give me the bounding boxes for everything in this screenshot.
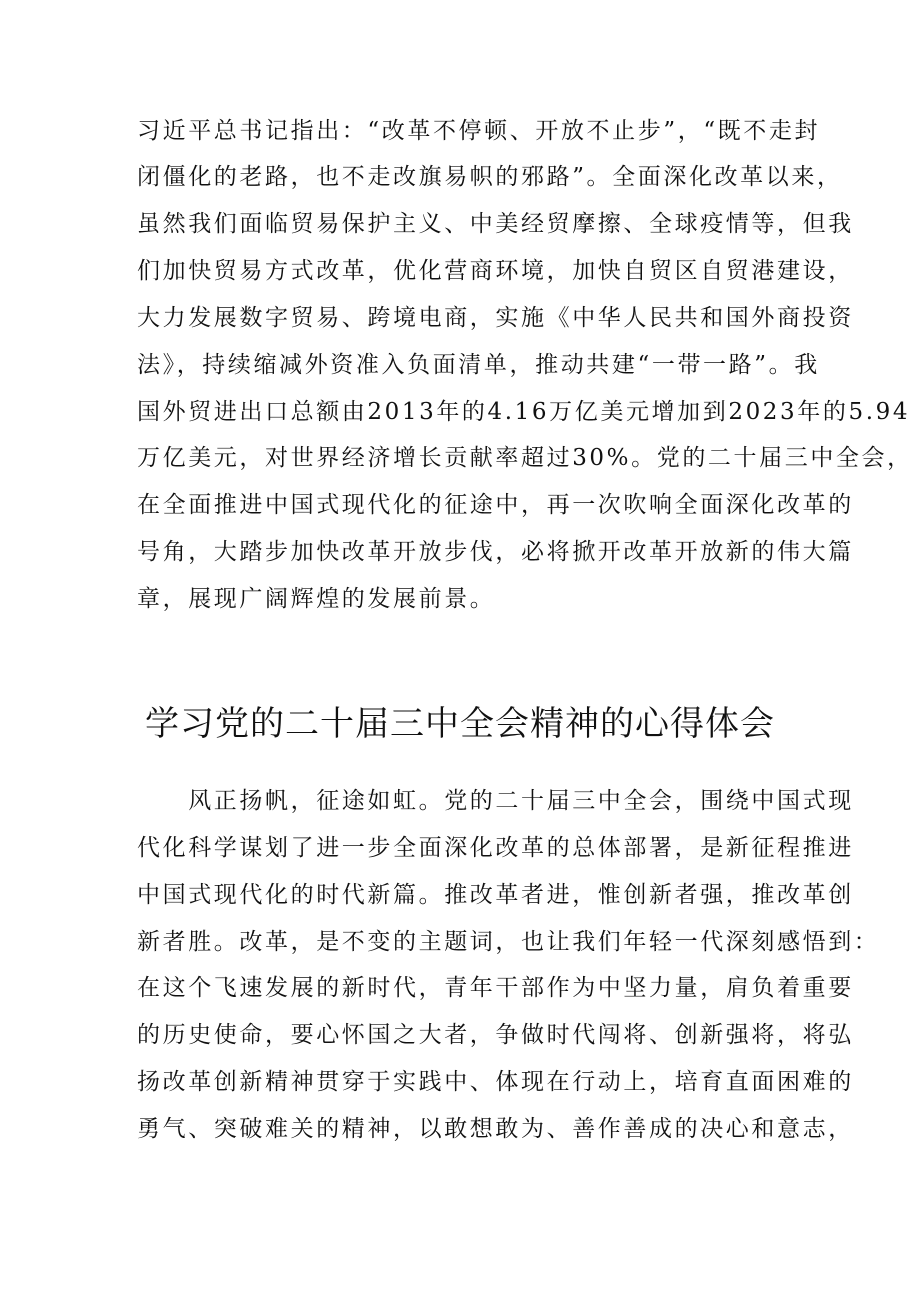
paragraph-2-line: 代化科学谋划了进一步全面深化改革的总体部署，是新征程推进 (137, 835, 854, 861)
paragraph-2-line: 勇气、突破难关的精神，以敢想敢为、善作善成的决心和意志， (137, 1116, 854, 1142)
paragraph-2-line: 中国式现代化的时代新篇。推改革者进，惟创新者强，推改革创 (137, 882, 854, 908)
paragraph-2-line: 新者胜。改革，是不变的主题词，也让我们年轻一代深刻感悟到： (137, 929, 880, 955)
paragraph-1-line: 闭僵化的老路，也不走改旗易帜的邪路”。全面深化改革以来， (137, 164, 843, 190)
page-title: 学习党的二十届三中全会精神的心得体会 (145, 704, 775, 744)
paragraph-2-line: 扬改革创新精神贯穿于实践中、体现在行动上，培育直面困难的 (137, 1069, 854, 1095)
paragraph-1-line: 法》，持续缩减外资准入负面清单，推动共建“一带一路”。我 (137, 352, 820, 378)
paragraph-2-line: 在这个飞速发展的新时代，青年干部作为中坚力量，肩负着重要 (137, 975, 854, 1001)
paragraph-1-line: 在全面推进中国式现代化的征途中，再一次吹响全面深化改革的 (137, 492, 854, 518)
paragraph-1-line: 习近平总书记指出：“改革不停顿、开放不止步”，“既不走封 (137, 118, 821, 144)
paragraph-1-line: 大力发展数字贸易、跨境电商，实施《中华人民共和国外商投资 (137, 305, 854, 331)
paragraph-1-line: 们加快贸易方式改革，优化营商环境，加快自贸区自贸港建设， (137, 258, 854, 284)
paragraph-2-line: 的历史使命，要心怀国之大者，争做时代闯将、创新强将，将弘 (137, 1022, 854, 1048)
paragraph-1-line: 虽然我们面临贸易保护主义、中美经贸摩擦、全球疫情等，但我 (137, 211, 854, 237)
paragraph-2-line: 风正扬帆，征途如虹。党的二十届三中全会，围绕中国式现 (137, 788, 854, 814)
paragraph-1-line: 号角，大踏步加快改革开放步伐，必将掀开改革开放新的伟大篇 (137, 539, 854, 565)
paragraph-1-line: 万亿美元，对世界经济增长贡献率超过30%。党的二十届三中全会， (137, 445, 913, 471)
paragraph-1-line: 章，展现广阔辉煌的发展前景。 (137, 586, 496, 612)
paragraph-1-line: 国外贸进出口总额由2013年的4.16万亿美元增加到2023年的5.94 (137, 399, 911, 425)
